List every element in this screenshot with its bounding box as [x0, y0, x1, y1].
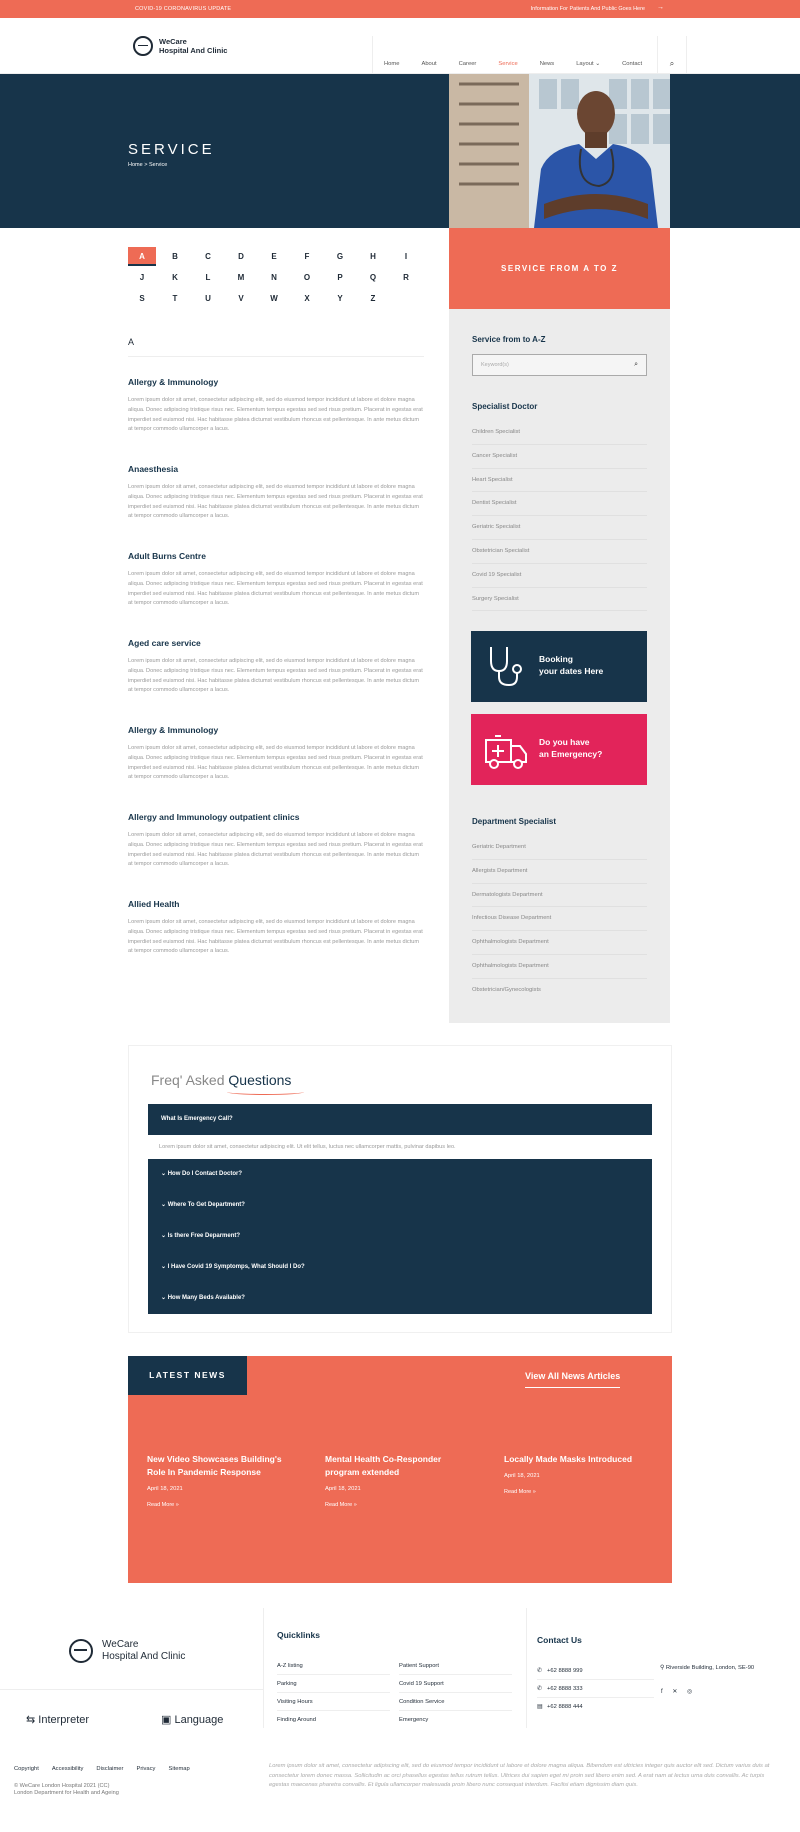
service-title[interactable]: Allied Health [128, 899, 180, 909]
brand-line1: WeCare [159, 37, 187, 46]
specialist-link[interactable]: Obstetrician Specialist [472, 540, 647, 564]
search-placeholder: Keyword(s) [481, 362, 509, 368]
nav-news[interactable]: News [539, 61, 555, 67]
booking-line2: your dates Here [539, 666, 604, 676]
footer-brand-line1: WeCare [102, 1639, 139, 1650]
phone-link[interactable] [537, 1680, 654, 1698]
letter-s[interactable]: S [139, 294, 145, 303]
ambulance-icon [483, 726, 529, 772]
quicklink[interactable]: A-Z listing [277, 1657, 390, 1675]
nav-service[interactable]: Service [498, 61, 518, 67]
letter-c[interactable]: C [205, 252, 211, 261]
department-list [472, 836, 647, 1003]
divider [128, 356, 424, 357]
brand-line2: Hospital And Clinic [159, 46, 228, 55]
faq-question-text: Where To Get Department? [167, 1202, 245, 1208]
latest-news-section [128, 1356, 672, 1583]
news-title[interactable]: Locally Made Masks Introduced [504, 1454, 633, 1464]
specialist-link[interactable]: Surgery Specialist [472, 588, 647, 612]
department-link[interactable]: Infectious Disease Department [472, 907, 647, 931]
letter-m[interactable]: M [237, 273, 245, 282]
section-letter-heading: A [128, 337, 135, 347]
translate-icon: ▣ [161, 1714, 175, 1726]
letter-j[interactable]: J [139, 273, 145, 282]
language-link[interactable] [161, 1713, 223, 1726]
page-title: SERVICE [128, 141, 215, 158]
specialist-link[interactable]: Geriatric Specialist [472, 516, 647, 540]
footer-link-copyright[interactable]: Copyright [14, 1766, 39, 1772]
nav-contact[interactable]: Contact [622, 61, 643, 67]
footer-link-privacy[interactable]: Privacy [136, 1766, 156, 1772]
phone-icon: ✆ [537, 1686, 542, 1692]
department-link[interactable]: Dermatologists Department [472, 884, 647, 908]
footer-link-accessibility[interactable]: Accessibility [51, 1766, 84, 1772]
phone-number: +62 8888 444 [547, 1704, 583, 1710]
faq-question[interactable] [148, 1283, 652, 1314]
faq-question-text: I Have Covid 19 Symptomps, What Should I Do? [167, 1264, 305, 1270]
chevron-down-icon: ⌄ [161, 1295, 168, 1301]
site-header [0, 18, 800, 74]
specialist-link[interactable]: Dentist Specialist [472, 492, 647, 516]
phone-number: +62 8888 999 [547, 1668, 583, 1674]
site-logo[interactable] [133, 36, 227, 56]
news-date: April 18, 2021 [504, 1473, 540, 1479]
department-link[interactable]: Obstetrician/Gynecologists [472, 986, 541, 993]
service-description: Lorem ipsum dolor sit amet, consectetur adipiscing elit, sed do eiusmod tempor incididunt ut labore et dolore magna aliqua. Donec adipiscing tristique risus nec. Elementum tempus egestas sed sed risus pretium. Placerat in egestas erat imperdiet sed euismod nisi. Hac habitasse platea dictumst vestibulum rhoncus est pellentesque. In ante metus dictum at tempor commodo ullamcorper a lacus. [128, 658, 423, 694]
arrow-right-icon[interactable]: → [657, 4, 664, 11]
service-description: Lorem ipsum dolor sit amet, consectetur adipiscing elit, sed do eiusmod tempor incididunt ut labore et dolore magna aliqua. Donec adipiscing tristique risus nec. Elementum tempus egestas sed sed risus pretium. Placerat in egestas erat imperdiet sed euismod nisi. Hac habitasse platea dictumst vestibulum rhoncus est pellentesque. In ante metus dictum at tempor commodo ullamcorper a lacus. [128, 571, 423, 607]
contact-title: Contact Us [537, 1635, 582, 1645]
service-title[interactable]: Anaesthesia [128, 464, 179, 474]
letter-p[interactable]: P [337, 273, 343, 282]
faq-question-list [148, 1159, 652, 1314]
nav-home[interactable]: Home [384, 61, 400, 67]
letter-d[interactable]: D [238, 252, 244, 261]
quicklink[interactable]: Parking [277, 1675, 390, 1693]
service-title[interactable]: Allergy & Immunology [128, 377, 219, 387]
letter-z[interactable]: Z [370, 294, 376, 303]
faq-question[interactable] [148, 1190, 652, 1221]
faq-section [128, 1045, 672, 1333]
read-more-link[interactable]: Read More » [504, 1489, 536, 1495]
phone-number: +62 8888 333 [547, 1686, 583, 1692]
faq-question-text: Is there Free Deparment? [167, 1233, 241, 1239]
specialist-link[interactable]: Children Specialist [472, 421, 647, 445]
news-title[interactable]: Mental Health Co-Responder program extended [325, 1454, 442, 1477]
nav-about[interactable]: About [421, 61, 437, 67]
specialist-link[interactable]: Heart Specialist [472, 469, 647, 493]
specialist-link[interactable]: Covid 19 Specialist [472, 564, 647, 588]
covid-update-link[interactable]: COVID-19 CORONAVIRUS UPDATE [135, 6, 232, 12]
interpreter-icon: ⇆ [26, 1714, 39, 1726]
phone-icon: ✆ [537, 1668, 542, 1674]
divider [526, 1608, 527, 1728]
faq-answer: Lorem ipsum dolor sit amet, consectetur adipiscing elit. Ut elit tellus, luctus nec ullamcorper mattis, pulvinar dapibus leo. [159, 1144, 456, 1150]
chevron-down-icon: ⌄ [161, 1171, 168, 1177]
patient-info-link[interactable]: Information For Patients And Public Goes Here [530, 6, 645, 12]
quicklink[interactable]: Patient Support [399, 1657, 512, 1675]
booking-line1: Booking [539, 654, 573, 664]
read-more-link[interactable]: Read More » [325, 1502, 357, 1508]
faq-heading-bold: Questions [228, 1072, 292, 1088]
quicklink[interactable]: Finding Around [277, 1717, 316, 1723]
faq-question[interactable] [148, 1159, 652, 1190]
letter-y[interactable]: Y [337, 294, 343, 303]
footer-brand-line2: Hospital And Clinic [102, 1651, 186, 1662]
fax-icon: ▤ [537, 1704, 543, 1710]
service-description: Lorem ipsum dolor sit amet, consectetur adipiscing elit, sed do eiusmod tempor incididunt ut labore et dolore magna aliqua. Donec adipiscing tristique risus nec. Elementum tempus egestas sed sed risus pretium. Placerat in egestas erat imperdiet sed euismod nisi. Hac habitasse platea dictumst vestibulum rhoncus est pellentesque. In ante metus dictum at tempor commodo ullamcorper a lacus. [128, 919, 423, 955]
social-icons[interactable]: f ✕ ◎ [661, 1689, 697, 1695]
covid-top-bar [0, 0, 800, 18]
letter-w[interactable]: W [270, 294, 278, 303]
heartbeat-logo-icon [69, 1639, 93, 1663]
booking-card[interactable] [471, 631, 647, 702]
specialist-title: Specialist Doctor [472, 402, 538, 411]
faq-question-open[interactable]: What Is Emergency Call? [148, 1104, 652, 1135]
footer-links [14, 1766, 190, 1772]
location-pin-icon: ⚲ [660, 1665, 666, 1671]
faq-question-text: How Many Beds Available? [167, 1295, 245, 1301]
latest-news-tag: LATEST NEWS [128, 1356, 247, 1395]
language-label: Language [174, 1714, 224, 1726]
interpreter-link[interactable] [26, 1713, 89, 1726]
faq-heading [151, 1072, 291, 1088]
stethoscope-icon [483, 643, 529, 689]
faq-question[interactable] [148, 1252, 652, 1283]
letter-n[interactable]: N [271, 273, 277, 282]
service-item [128, 638, 424, 696]
heading-underline [227, 1089, 304, 1095]
letter-v[interactable]: V [238, 294, 244, 303]
service-item [128, 899, 424, 957]
emergency-card[interactable] [471, 714, 647, 785]
service-title[interactable]: Aged care service [128, 638, 201, 648]
view-all-news-link[interactable]: View All News Articles [525, 1371, 620, 1388]
copyright-line2: London Department for Health and Ageing [14, 1790, 119, 1796]
letter-t[interactable]: T [172, 294, 178, 303]
service-title[interactable]: Adult Burns Centre [128, 551, 206, 561]
keyword-search-input[interactable] [472, 354, 647, 376]
quicklinks-col-1 [277, 1657, 390, 1729]
faq-heading-light: Freq' Asked [151, 1072, 225, 1088]
letter-f[interactable]: F [304, 252, 310, 261]
news-date: April 18, 2021 [147, 1486, 183, 1492]
faq-question-text: How Do I Contact Doctor? [167, 1171, 243, 1177]
letter-g[interactable]: G [336, 252, 344, 261]
letter-k[interactable]: K [172, 273, 178, 282]
service-item [128, 551, 424, 609]
faq-question[interactable] [148, 1221, 652, 1252]
divider [263, 1608, 264, 1728]
service-title[interactable]: Allergy and Immunology outpatient clinics [128, 812, 300, 822]
search-icon[interactable]: ⌕ [634, 361, 638, 368]
service-item [128, 725, 424, 783]
divider [0, 1689, 263, 1690]
department-link[interactable]: Ophthalmologists Department [472, 931, 647, 955]
specialist-link[interactable]: Cancer Specialist [472, 445, 647, 469]
news-date: April 18, 2021 [325, 1486, 361, 1492]
breadcrumb[interactable]: Home > Service [128, 162, 168, 168]
quicklinks-title: Quicklinks [277, 1630, 320, 1640]
service-description: Lorem ipsum dolor sit amet, consectetur adipiscing elit, sed do eiusmod tempor incididunt ut labore et dolore magna aliqua. Donec adipiscing tristique risus nec. Elementum tempus egestas sed sed risus pretium. Placerat in egestas erat imperdiet sed euismod nisi. Hac habitasse platea dictumst vestibulum rhoncus est pellentesque. In ante metus dictum at tempor commodo ullamcorper a lacus. [128, 397, 423, 433]
copyright [14, 1783, 119, 1797]
chevron-down-icon: ⌄ [161, 1264, 168, 1270]
specialist-list [472, 421, 647, 611]
letter-o[interactable]: O [303, 273, 311, 282]
address-text: Riverside Building, London, SE-90 [665, 1665, 755, 1671]
letter-x[interactable]: X [304, 294, 310, 303]
letter-l[interactable]: L [205, 273, 211, 282]
chevron-down-icon: ⌄ [161, 1202, 168, 1208]
quicklink[interactable]: Visiting Hours [277, 1693, 390, 1711]
service-description: Lorem ipsum dolor sit amet, consectetur adipiscing elit, sed do eiusmod tempor incididunt ut labore et dolore magna aliqua. Donec adipiscing tristique risus nec. Elementum tempus egestas sed sed risus pretium. Placerat in egestas erat imperdiet sed euismod nisi. Hac habitasse platea dictumst vestibulum rhoncus est pellentesque. In ante metus dictum at tempor commodo ullamcorper a lacus. [128, 745, 423, 781]
department-link[interactable]: Allergists Department [472, 860, 647, 884]
read-more-link[interactable]: Read More » [147, 1502, 179, 1508]
news-item [504, 1453, 654, 1495]
nav-career[interactable]: Career [458, 61, 477, 67]
news-item [147, 1453, 297, 1508]
heartbeat-logo-icon [133, 36, 153, 56]
doctor-photo [449, 74, 670, 228]
service-title[interactable]: Allergy & Immunology [128, 725, 219, 735]
search-title: Service from to A-Z [472, 335, 546, 344]
service-item [128, 377, 424, 435]
quicklinks-col-2 [399, 1657, 512, 1729]
letter-r[interactable]: R [403, 273, 409, 282]
fax-link[interactable] [537, 1698, 654, 1716]
sidebar [449, 228, 670, 1023]
letter-u[interactable]: U [205, 294, 211, 303]
service-description: Lorem ipsum dolor sit amet, consectetur adipiscing elit, sed do eiusmod tempor incididunt ut labore et dolore magna aliqua. Donec adipiscing tristique risus nec. Elementum tempus egestas sed sed risus pretium. Placerat in egestas erat imperdiet sed euismod nisi. Hac habitasse platea dictumst vestibulum rhoncus est pellentesque. In ante metus dictum at tempor commodo ullamcorper a lacus. [128, 832, 423, 868]
service-description: Lorem ipsum dolor sit amet, consectetur adipiscing elit, sed do eiusmod tempor incididunt ut labore et dolore magna aliqua. Donec adipiscing tristique risus nec. Elementum tempus egestas sed sed risus pretium. Placerat in egestas erat imperdiet sed euismod nisi. Hac habitasse platea dictumst vestibulum rhoncus est pellentesque. In ante metus dictum at tempor commodo ullamcorper a lacus. [128, 484, 423, 520]
letter-a[interactable]: A [128, 247, 156, 266]
service-a-to-z-banner: SERVICE FROM A TO Z [449, 228, 670, 309]
letter-e[interactable]: E [271, 252, 277, 261]
footer-logo[interactable] [69, 1639, 185, 1663]
emergency-line1: Do you have [539, 737, 590, 747]
nav-layout[interactable]: Layout ⌄ [576, 61, 601, 67]
letter-q[interactable]: Q [369, 273, 377, 282]
service-item [128, 464, 424, 522]
footer-link-sitemap[interactable]: Sitemap [168, 1766, 190, 1772]
alphabet-filter [128, 247, 412, 310]
footer-link-disclaimer[interactable]: Disclaimer [96, 1766, 124, 1772]
phone-link[interactable] [537, 1662, 654, 1680]
emergency-line2: an Emergency? [539, 749, 603, 759]
department-title: Department Specialist [472, 817, 557, 826]
copyright-line1: © WeCare London Hospital 2021 (CC) [14, 1783, 110, 1789]
quicklink[interactable]: Covid 19 Support [399, 1675, 512, 1693]
letter-i[interactable]: I [404, 252, 408, 261]
quicklink[interactable]: Condition Service [399, 1693, 512, 1711]
chevron-down-icon: ⌄ [161, 1233, 168, 1239]
department-link[interactable]: Ophthalmologists Department [472, 955, 647, 979]
page-hero [0, 74, 800, 228]
site-footer [0, 1608, 800, 1832]
news-item [325, 1453, 475, 1508]
letter-h[interactable]: H [370, 252, 376, 261]
footer-description: Lorem ipsum dolor sit amet, consectetur adipiscing elit, sed do eiusmod tempor incididunt ut labore et dolore magna aliqua. Bibendum est ultricies integer quis auctor elit sed. Dictum varius duis at consectetur lorem donec massa. Sollicitudin ac orci phasellus egestas tellus rutrum tellus. Ultrices dui sapien eget mi proin sed libero enim sed. A erat nam at lectus urna duis convallis. Ac turpis egestas maecenas pharetra convallis. Et ligula ullamcorper malesuada proin libero nunc consequat interdum. Facilisi etiam dignissim diam quis. [269, 1763, 770, 1789]
service-item [128, 812, 424, 870]
department-link[interactable]: Geriatric Department [472, 836, 647, 860]
letter-b[interactable]: B [172, 252, 178, 261]
news-title[interactable]: New Video Showcases Building's Role In Pandemic Response [147, 1454, 282, 1477]
search-icon[interactable]: ⌕ [657, 36, 687, 92]
quicklink[interactable]: Emergency [399, 1717, 429, 1723]
interpreter-label: Interpreter [38, 1714, 90, 1726]
address [660, 1665, 754, 1671]
